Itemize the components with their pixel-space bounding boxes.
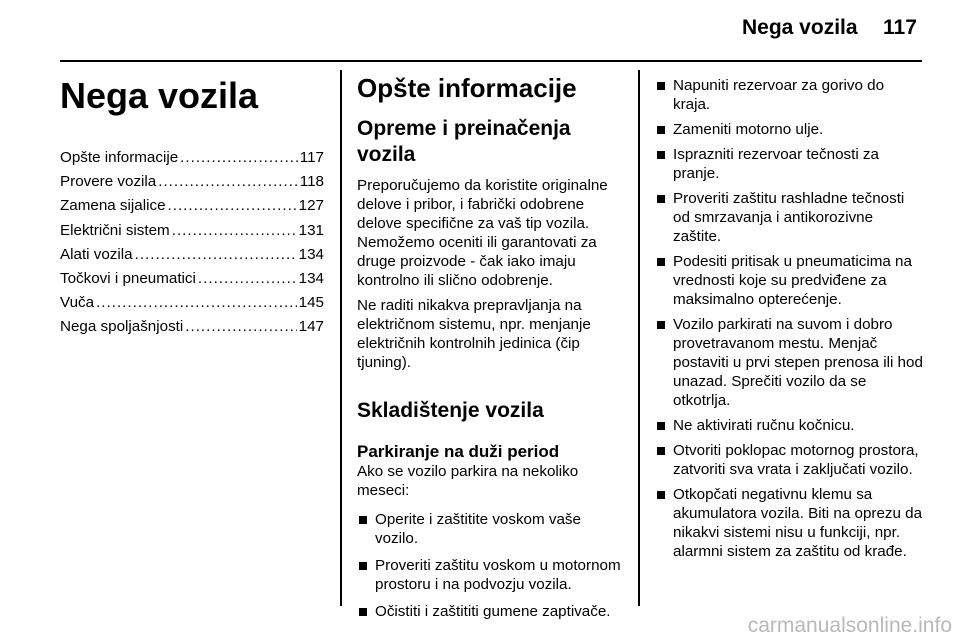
toc-label: Nega spoljašnjosti — [60, 318, 184, 336]
page-number: 117 — [883, 16, 917, 39]
toc-leader — [96, 291, 297, 315]
body-paragraph: Preporučujemo da koristite originalne delove i pribor, i fabrički odobrene delove specifične za vaš tip vozila. Nemožemo oceniti ili garantovati za druge proizvode - čak iako imaju kontrolno ili slično odobrenje. — [357, 177, 608, 289]
running-header-title: Nega vozila — [742, 16, 858, 39]
toc-entry[interactable] — [60, 267, 324, 291]
toc-leader — [198, 267, 297, 291]
toc-entry[interactable] — [60, 146, 324, 170]
toc-leader — [185, 315, 296, 339]
toc-entry[interactable] — [60, 315, 324, 339]
toc-page: 127 — [298, 197, 324, 215]
toc-label: Vuča — [60, 294, 95, 312]
column-divider — [340, 70, 342, 606]
list-item: Otkopčati negativnu klemu sa akumulatora vozila. Biti na oprezu da nikakvi sistemi nisu u funkciji, npr. alarmni sistem za zaštitu od krađe. — [655, 485, 925, 561]
list-item: Napuniti rezervoar za gorivo do kraja. — [655, 76, 925, 114]
subsection-title: Skladištenje vozila — [357, 399, 544, 422]
subsubsection-title: Parkiranje na duži period — [357, 442, 560, 461]
content-column-right — [655, 76, 925, 561]
header-rule — [60, 60, 922, 62]
bullet-list — [655, 76, 925, 561]
toc-entry[interactable] — [60, 194, 324, 218]
toc-leader — [158, 170, 298, 194]
toc-label: Opšte informacije — [60, 149, 179, 166]
toc-leader — [180, 146, 298, 170]
toc-page: 147 — [298, 318, 324, 336]
list-item: Očistiti i zaštititi gumene zaptivače. — [357, 602, 627, 621]
bullet-list — [357, 510, 627, 621]
toc-page: 118 — [299, 173, 324, 191]
toc-leader — [168, 194, 297, 218]
body-paragraph: Ne raditi nikakva prepravljanja na električnom sistemu, npr. menjanje električnih kontrolnih jedinica (čip tjuning). — [357, 297, 591, 371]
toc-label: Električni sistem — [60, 221, 170, 239]
list-item: Proveriti zaštitu rashladne tečnosti od smrzavanja i antikorozivne zaštite. — [655, 189, 925, 246]
toc-label: Točkovi i pneumatici — [60, 270, 196, 288]
toc-leader — [135, 243, 297, 267]
list-item: Proveriti zaštitu voskom u motornom prostoru i na podvozju vozila. — [357, 556, 627, 594]
list-item: Podesiti pritisak u pneumaticima na vrednosti koje su predviđene za maksimalno opterećenje. — [655, 252, 925, 309]
list-item: Ne aktivirati ručnu kočnicu. — [655, 416, 925, 435]
body-paragraph: Ako se vozilo parkira na nekoliko meseci: — [357, 463, 579, 499]
toc-page: 131 — [298, 221, 324, 239]
toc-label: Provere vozila — [60, 173, 157, 191]
toc-page: 134 — [298, 245, 324, 263]
chapter-column — [60, 70, 324, 340]
column-divider — [638, 70, 640, 606]
toc-label: Alati vozila — [60, 245, 133, 263]
toc-entry[interactable] — [60, 219, 324, 243]
list-item: Otvoriti poklopac motornog prostora, zatvoriti sva vrata i zaključati vozilo. — [655, 441, 925, 479]
toc-leader — [172, 219, 297, 243]
toc-entry[interactable] — [60, 243, 324, 267]
chapter-title: Nega vozila — [60, 75, 259, 116]
list-item: Operite i zaštitite voskom vaše vozilo. — [357, 510, 627, 548]
toc-page: 134 — [298, 270, 324, 288]
toc-label: Zamena sijalice — [60, 197, 166, 215]
toc-page: 145 — [298, 294, 324, 312]
list-item: Vozilo parkirati na suvom i dobro provetravanom mestu. Menjač postaviti u prvi stepen prenosa ili hod unazad. Sprečiti vozilo da se otkotrlja. — [655, 315, 925, 410]
list-item: Zameniti motorno ulje. — [655, 120, 925, 139]
toc-entry[interactable] — [60, 170, 324, 194]
watermark: carmanualsonline.info — [747, 614, 952, 637]
table-of-contents — [60, 146, 324, 340]
content-column-middle — [357, 72, 627, 621]
list-item: Isprazniti rezervoar tečnosti za pranje. — [655, 145, 925, 183]
toc-entry[interactable] — [60, 291, 324, 315]
subsection-title: Opreme i preinačenja vozila — [357, 117, 571, 166]
section-title: Opšte informacije — [357, 73, 577, 103]
toc-page: 117 — [299, 149, 324, 166]
